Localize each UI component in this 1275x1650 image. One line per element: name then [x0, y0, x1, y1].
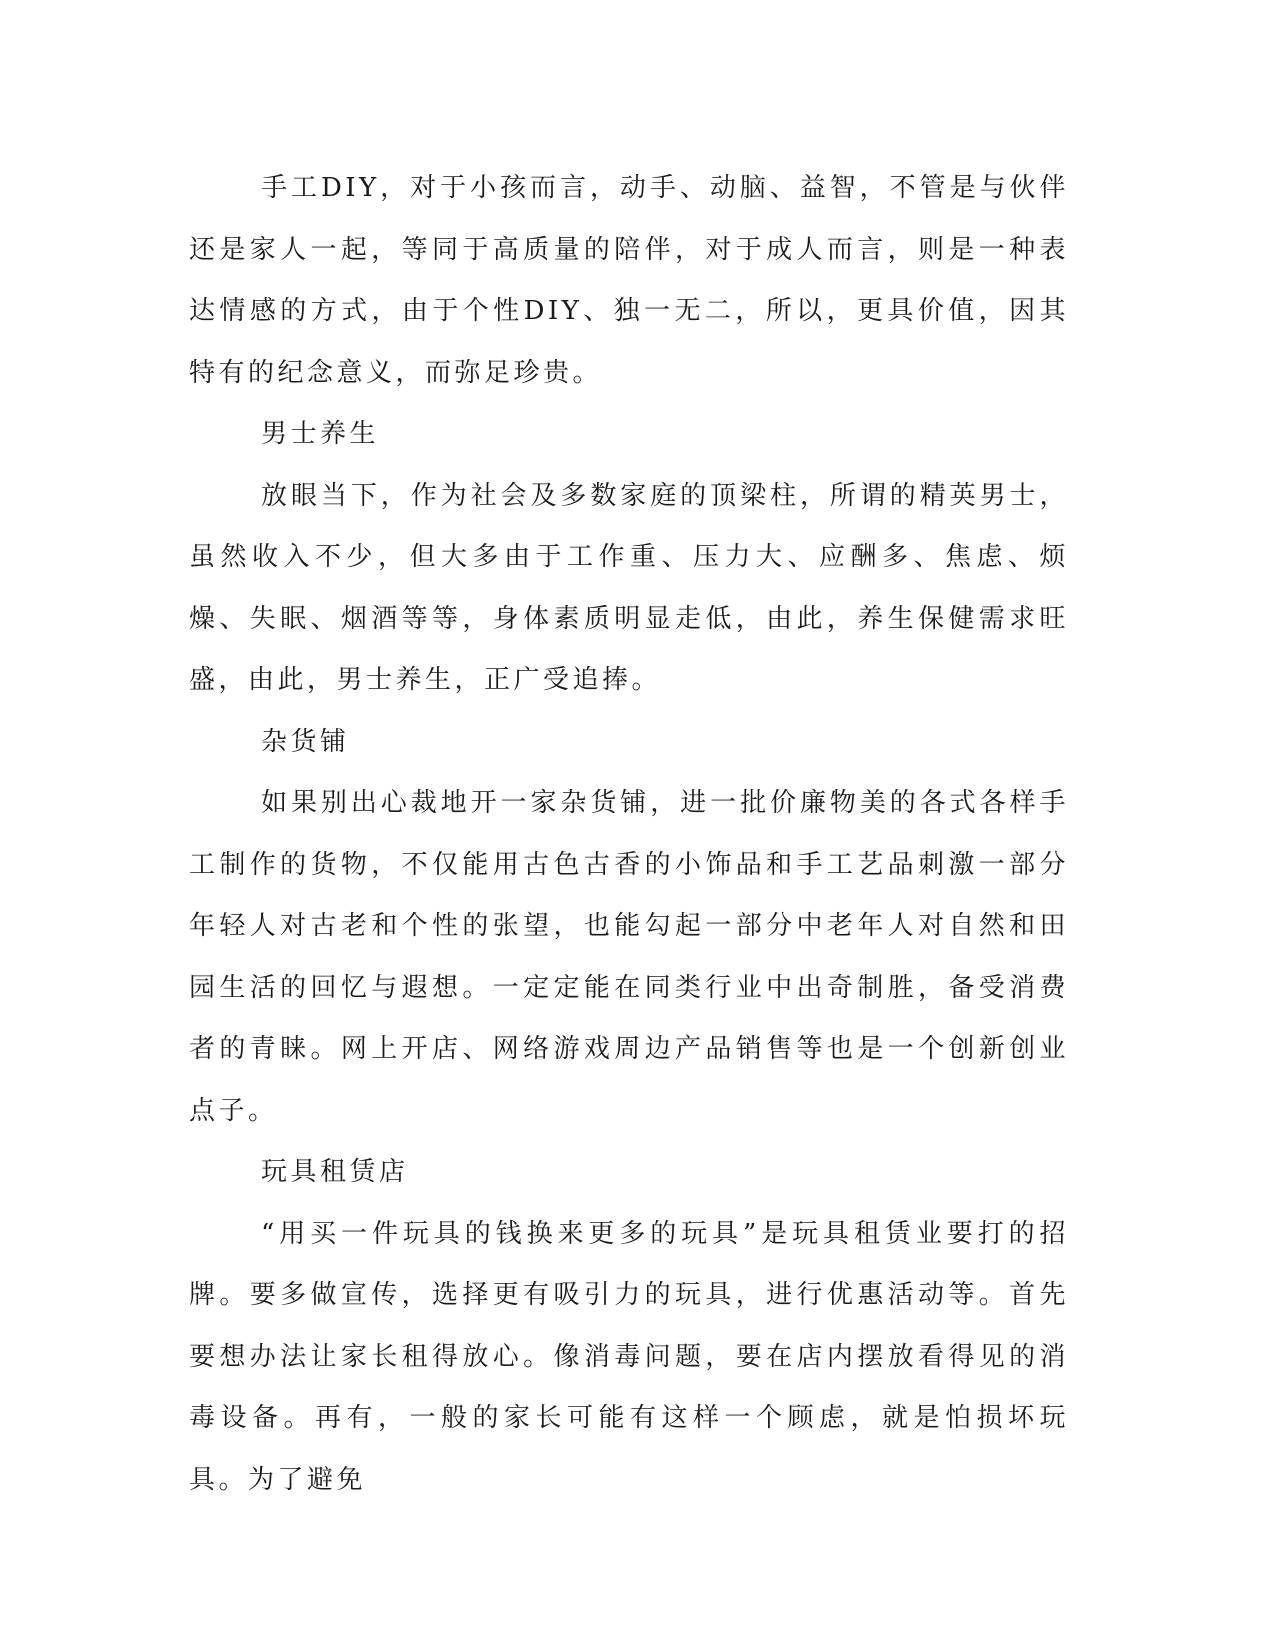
paragraph-general-store: 如果别出心裁地开一家杂货铺，进一批价廉物美的各式各样手工制作的货物，不仅能用古色古香的小饰品和手工艺品刺激一部分年轻人对古老和个性的张望，也能勾起一部分中老年人对自然和田园生活的回忆与遐想。一定定能在同类行业中出奇制胜，备受消费者的青睐。网上开店、网络游戏周边产品销售等也是一个创新创业点子。: [189, 788, 1069, 1126]
paragraph-toy-rental: “用买一件玩具的钱换来更多的玩具”是玩具租赁业要打的招牌。要多做宣传，选择更有吸引力的玩具，进行优惠活动等。首先要想办法让家长租得放心。像消毒问题，要在店内摆放看得见的消毒设备。再有，一般的家长可能有这样一个顾虑，就是怕损坏玩具。为了避免: [189, 1218, 1069, 1495]
heading-mens-health: 男士养生: [261, 419, 380, 449]
paragraph-diy: 手工DIY，对于小孩而言，动手、动脑、益智，不管是与伙伴还是家人一起，等同于高质量的陪伴，对于成人而言，则是一种表达情感的方式，由于个性DIY、独一无二，所以，更具价值，因其特有的纪念意义，而弥足珍贵。: [189, 173, 1069, 388]
paragraph-mens-health: 放眼当下，作为社会及多数家庭的顶梁柱，所谓的精英男士，虽然收入不少，但大多由于工作重、压力大、应酬多、焦虑、烦燥、失眠、烟酒等等，身体素质明显走低，由此，养生保健需求旺盛，由此，男士养生，正广受追捧。: [189, 480, 1069, 695]
heading-general-store: 杂货铺: [261, 726, 350, 757]
heading-toy-rental: 玩具租赁店: [261, 1157, 409, 1187]
document-body: [189, 158, 1069, 1511]
